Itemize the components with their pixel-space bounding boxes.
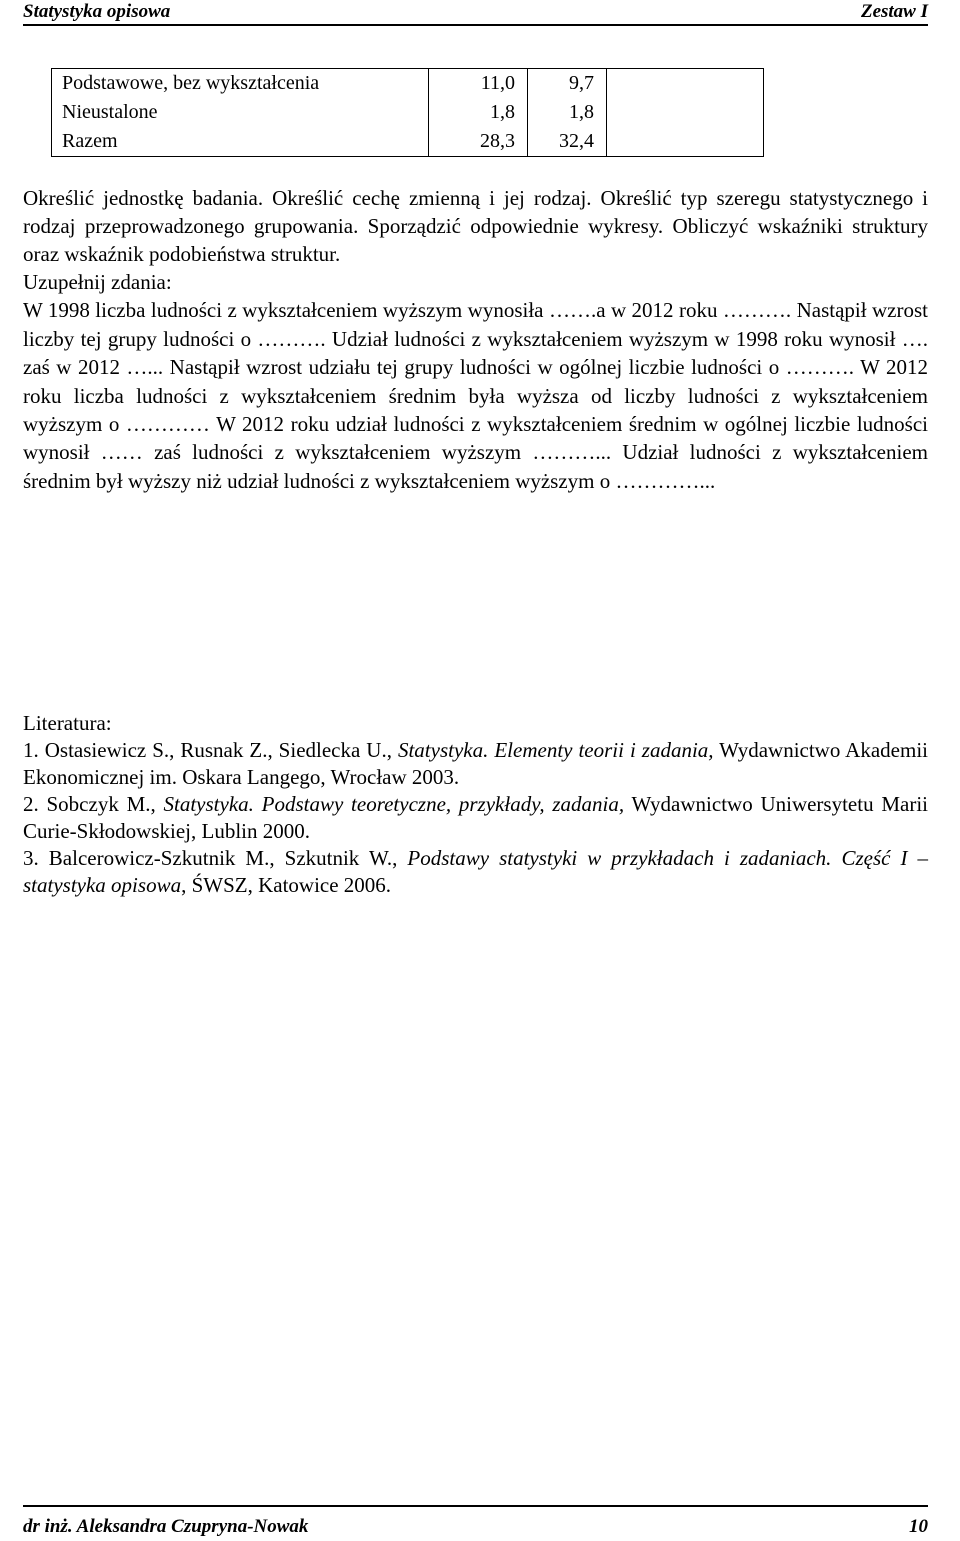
item-authors: Balcerowicz-Szkutnik M., Szkutnik W., [48, 846, 408, 870]
table-cell: Razem [52, 127, 429, 157]
item-title: Statystyka. Elementy teorii i zadania, [397, 738, 714, 762]
table-cell-empty [607, 98, 764, 127]
literature-section [23, 710, 928, 899]
header-set: Zestaw I [860, 1, 928, 22]
fill-in-sentences [23, 268, 928, 495]
table-cell: 9,7 [528, 69, 607, 99]
literature-item [23, 791, 928, 845]
table-cell: 1,8 [528, 98, 607, 127]
item-publisher: Wydawnictwo Akademii Ekonomicznej im. Oskara Langego, Wrocław 2003. [23, 738, 928, 789]
table-cell: Podstawowe, bez wykształcenia [52, 69, 429, 99]
fill-title: Uzupełnij zdania: [23, 270, 172, 294]
table-cell: 28,3 [429, 127, 528, 157]
table-cell-empty [607, 127, 764, 157]
item-publisher: , ŚWSZ, Katowice 2006. [181, 873, 392, 897]
table-cell: 11,0 [429, 69, 528, 99]
item-number: 1. [23, 738, 39, 762]
literature-item [23, 737, 928, 791]
task-paragraph: Określić jednostkę badania. Określić cechę zmienną i jej rodzaj. Określić typ szeregu statystycznego i rodzaj przeprowadzonego grupowania. Sporządzić odpowiednie wykresy. Obliczyć wskaźniki struktury oraz wskaźnik podobieństwa struktur. [23, 186, 928, 266]
table-cell: 1,8 [429, 98, 528, 127]
page-number: 10 [909, 1516, 928, 1537]
literature-title: Literatura: [23, 711, 112, 735]
literature-item [23, 845, 928, 899]
item-authors: Sobczyk M., [46, 792, 164, 816]
data-table [51, 68, 764, 157]
table-cell: 32,4 [528, 127, 607, 157]
page-header [23, 0, 928, 26]
item-title: Statystyka. Podstawy teoretyczne, przykłady, zadania, [163, 792, 625, 816]
table-cell-empty [607, 69, 764, 99]
table-cell: Nieustalone [52, 98, 429, 127]
item-authors: Ostasiewicz S., Rusnak Z., Siedlecka U., [44, 738, 398, 762]
table-row [52, 69, 764, 99]
item-number: 2. [23, 792, 39, 816]
item-publisher: Wydawnictwo Uniwersytetu Marii Curie-Skłodowskiej, Lublin 2000. [23, 792, 928, 843]
footer-author: dr inż. Aleksandra Czupryna-Nowak [23, 1516, 309, 1537]
header-title: Statystyka opisowa [23, 1, 171, 22]
fill-paragraph: W 1998 liczba ludności z wykształceniem wyższym wynosiła …….a w 2012 roku ………. Nastąpił wzrost liczby tej grupy ludności o ………. Udział ludności z wykształceniem wyższym w 1998 roku wynosił …. zaś w 2012 …... Nastąpił wzrost udziału tej grupy ludności w ogólnej liczbie ludności o ………. W 2012 roku liczba ludności z wykształceniem średnim była wyższa od liczby ludności z wykształceniem wyższym o ………… W 2012 roku udział ludności z wykształceniem średnim w ogólnej liczbie ludności wynosił …… zaś ludności z wykształceniem wyższym ………... Udział ludności z wykształceniem średnim był wyższy niż udział ludności z wykształceniem wyższym o …………... [23, 298, 928, 493]
item-title: Podstawy statystyki w przykładach i zadaniach. Część I – statystyka opisowa [23, 846, 929, 897]
table-row [52, 98, 764, 127]
item-number: 3. [23, 846, 39, 870]
page-footer [23, 1505, 928, 1541]
table-row [52, 127, 764, 157]
task-instructions [23, 184, 928, 268]
